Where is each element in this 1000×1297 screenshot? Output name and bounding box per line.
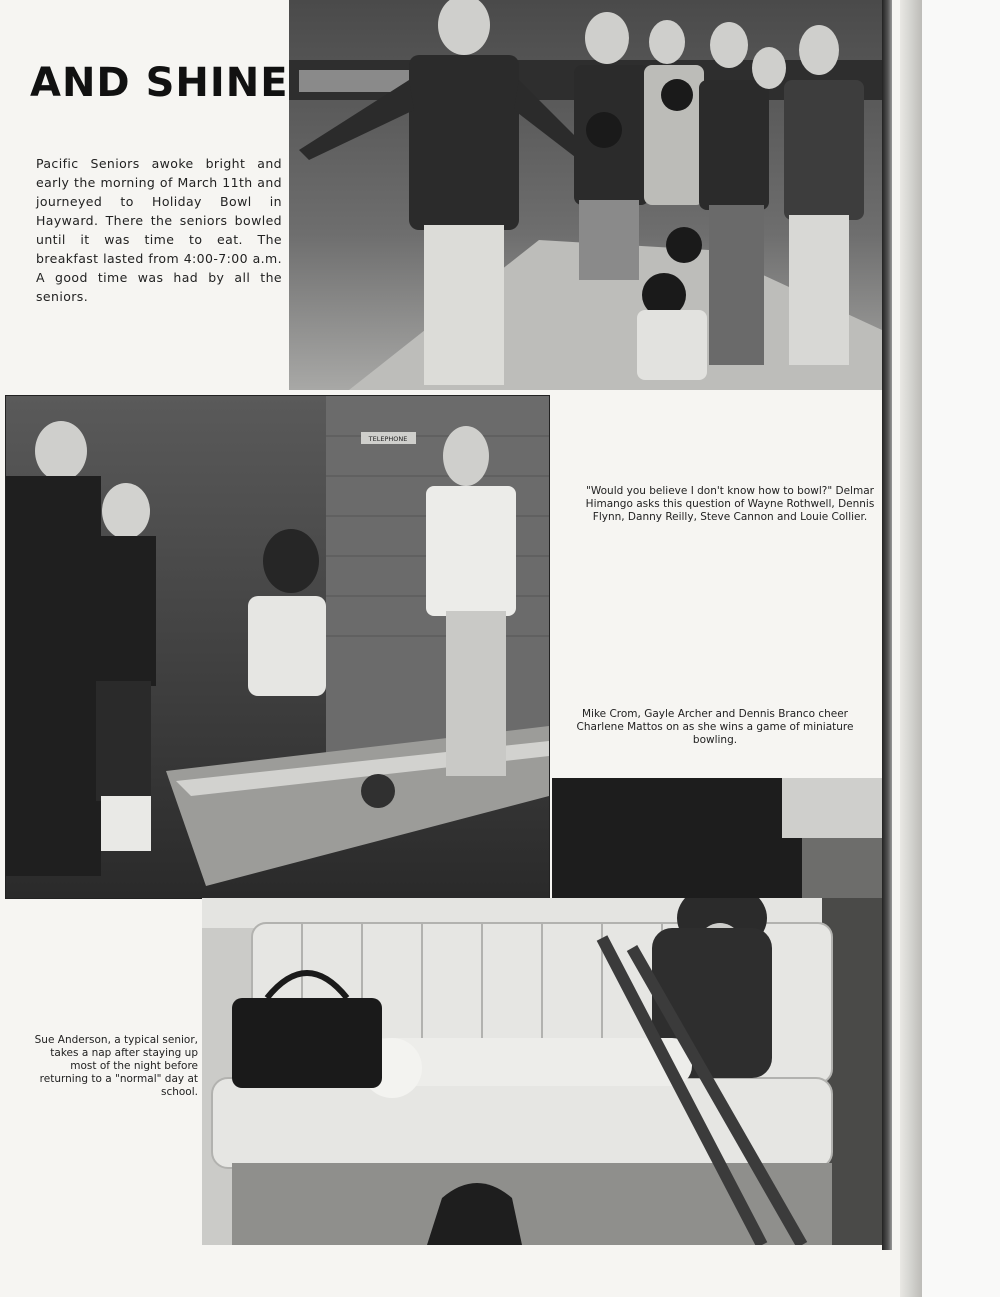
photo-miniature-bowling <box>5 395 550 899</box>
page-binding <box>900 0 922 1297</box>
telephone-sign: TELEPHONE <box>368 435 408 443</box>
page-title: AND SHINE <box>30 60 289 106</box>
caption-bowling-group: "Would you believe I don't know how to bowl?" Delmar Himango asks this question of Wayne Rothwell, Dennis Flynn, Danny Reilly, Steve Cannon and Louie Collier. <box>585 485 875 523</box>
photo-bowlers-group <box>289 0 882 390</box>
binding-shadow <box>882 0 892 1250</box>
caption-miniature-bowling: Mike Crom, Gayle Archer and Dennis Branco cheer Charlene Mattos on as she wins a game of miniature bowling. <box>576 708 854 746</box>
caption-nap: Sue Anderson, a typical senior, takes a nap after staying up most of the night before returning to a "normal" day at school. <box>34 1034 198 1098</box>
photo-nap-upper <box>552 778 882 898</box>
photo-nap <box>202 898 882 1245</box>
intro-paragraph: Pacific Seniors awoke bright and early the morning of March 11th and journeyed to Holiday Bowl in Hayward. There the seniors bowled until it was time to eat. The breakfast lasted from 4:00-7:00 a.m. A good time was had by all the seniors. <box>36 156 282 304</box>
right-margin <box>922 0 1000 1297</box>
